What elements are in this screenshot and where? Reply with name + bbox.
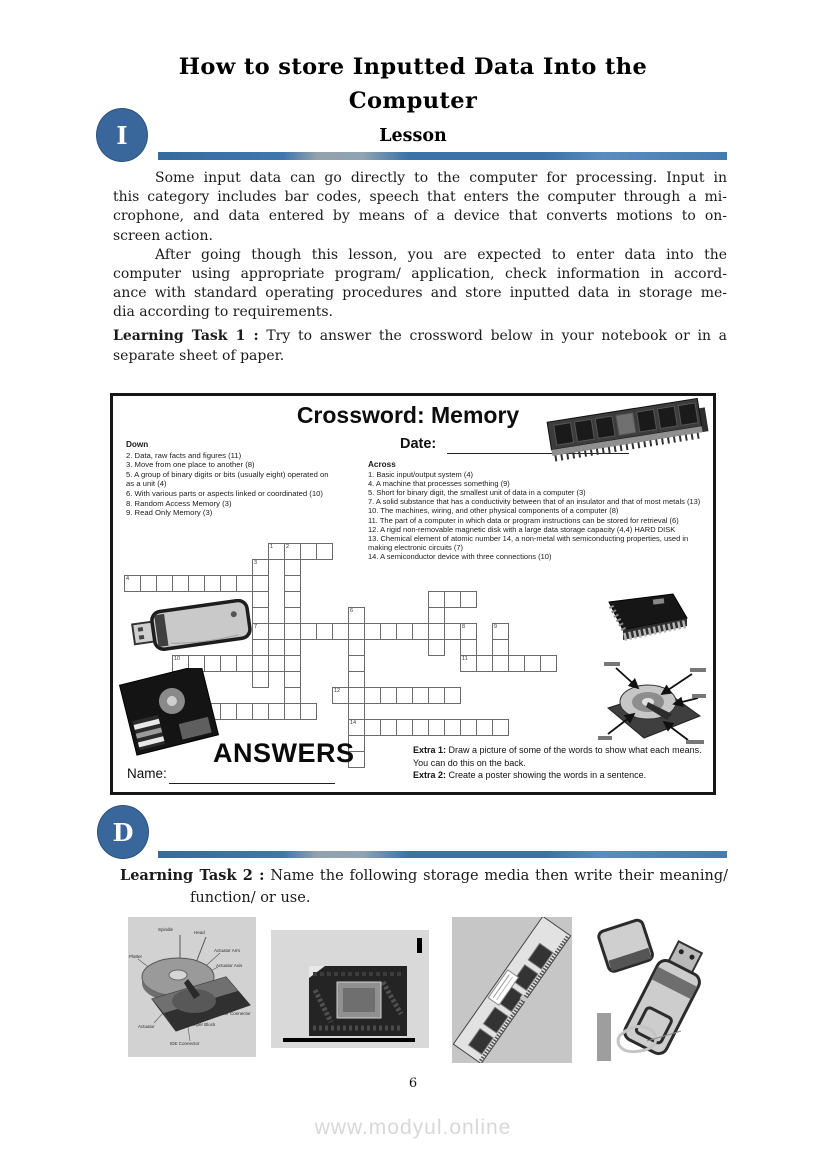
page-title-line2: Computer: [348, 88, 478, 114]
crossword-cell: [220, 575, 237, 592]
storage-media-image-hard-drive: [128, 917, 256, 1057]
extra-1-label: Extra 1:: [413, 745, 447, 755]
across-clue: 4. A machine that processes something (9): [368, 479, 510, 489]
crossword-cell: [284, 639, 301, 656]
crossword-cell: [460, 719, 477, 736]
crossword-cell: [284, 671, 301, 688]
hdd-label-jumper-block: Jumper Block: [188, 1022, 216, 1027]
crossword-cell: [508, 655, 525, 672]
extra-1: [413, 744, 707, 769]
crossword-cell: [476, 655, 493, 672]
crossword-cell: [428, 687, 445, 704]
crossword-cell: [172, 575, 189, 592]
crossword-cell: [236, 655, 253, 672]
crossword-cell: [284, 623, 301, 640]
down-clue: 5. A group of binary digits or bits (usually eight) operated on as a unit (4): [126, 469, 329, 489]
storage-media-image-ram: [452, 917, 572, 1063]
crossword-cell-number: 10: [174, 656, 181, 662]
learning-task-2-text: Name the following storage media then write their meaning/: [264, 868, 728, 884]
crossword-cell: [428, 719, 445, 736]
across-clue: 7. A solid substance that has a conductivity between that of an insulator and that of most metals (13): [368, 497, 701, 507]
crossword-cell: [492, 639, 509, 656]
crossword-cell: [460, 591, 477, 608]
crossword-cell: [396, 719, 413, 736]
crossword-cell: [380, 623, 397, 640]
hard-disk-diagram-image: [596, 660, 708, 746]
crossword-cell: [284, 607, 301, 624]
crossword-cell: [348, 623, 365, 640]
paragraph-line: Some input data can go directly to the computer for processing. Input in: [155, 170, 727, 186]
extra-2: [413, 769, 707, 782]
crossword-cell-number: 11: [462, 656, 468, 662]
crossword-cell: [412, 623, 429, 640]
lesson-divider-bar: [158, 152, 727, 160]
across-heading: Across: [368, 460, 396, 469]
page-number: 6: [408, 1076, 418, 1091]
down-clue: 2. Data, raw facts and figures (11): [126, 450, 242, 460]
hdd-label-actuator-axis: Actuator Axis: [216, 963, 243, 968]
hdd-label-spindle: Spindle: [158, 927, 174, 932]
crossword-cell: [332, 687, 349, 704]
crossword-cell: [396, 623, 413, 640]
crossword-cell: [428, 639, 445, 656]
answers-label: ANSWERS: [213, 738, 355, 768]
crossword-cell: [476, 719, 493, 736]
page-title-line1: How to store Inputted Data Into the: [178, 54, 648, 80]
across-clue: 10. The machines, wiring, and other physical components of a computer (8): [368, 506, 619, 516]
crossword-cell: [444, 591, 461, 608]
crossword-cell: [412, 687, 429, 704]
learning-task-1-line2: separate sheet of paper.: [113, 347, 285, 364]
hdd-label-platter: Platter: [129, 954, 143, 959]
crossword-cell: [492, 719, 509, 736]
activity-divider-bar: [158, 851, 727, 858]
crossword-title: Crossword: Memory: [296, 402, 520, 428]
learning-task-2-line2: function/ or use.: [190, 890, 311, 906]
paragraph-line: dia according to requirements.: [113, 304, 334, 321]
learning-task-2-line1: [120, 866, 728, 887]
crossword-cell: [460, 639, 477, 656]
crossword-cell: [492, 655, 509, 672]
crossword-cell: [140, 575, 157, 592]
extra-instructions: [413, 744, 707, 782]
date-label: Date:: [400, 436, 437, 452]
crossword-cell: [348, 719, 365, 736]
crossword-cell-number: 2: [286, 544, 290, 550]
crossword-cell: [252, 671, 269, 688]
activity-badge-d: [97, 805, 149, 859]
crossword-cell: [348, 639, 365, 656]
crossword-cell: [236, 703, 253, 720]
crossword-cell: [252, 703, 269, 720]
usb-flash-drive-image: [131, 599, 256, 657]
crossword-cell: [268, 655, 285, 672]
lesson-paragraphs: [113, 169, 727, 323]
ram-photo-art: [452, 917, 572, 1063]
crossword-cell-number: 8: [462, 624, 466, 630]
crossword-cell: [364, 623, 381, 640]
paragraph-line: computer using appropriate program/ application, check information in accord-: [113, 266, 727, 283]
hdd-label-ide-connector: IDE Connector: [170, 1041, 200, 1046]
crossword-cell: [156, 575, 173, 592]
crossword-cell: [460, 623, 477, 640]
ic-chip-image: [591, 592, 691, 656]
crossword-cell: [444, 623, 461, 640]
crossword-cell: [396, 687, 413, 704]
name-label: Name:: [127, 766, 167, 781]
crossword-cell: [412, 719, 429, 736]
crossword-cell: [268, 543, 285, 560]
extra-1-text: Draw a picture of some of the words to show what each means. You can do this on the back.: [413, 745, 702, 768]
crossword-cell: [204, 575, 221, 592]
paragraph-line: After going though this lesson, you are expected to enter data into the: [155, 246, 727, 263]
crossword-cell: [268, 623, 285, 640]
crossword-cell: [380, 719, 397, 736]
crossword-cell: [268, 703, 285, 720]
crossword-cell-number: 9: [494, 624, 498, 630]
crossword-cell: [444, 687, 461, 704]
name-blank-line: [169, 783, 335, 784]
down-clue: 3. Move from one place to another (8): [126, 460, 255, 470]
crossword-cell-number: 1: [270, 544, 274, 550]
crossword-cell-number: 6: [350, 608, 354, 614]
extra-2-text: Create a poster showing the words in a sentence.: [446, 770, 647, 781]
learning-task-1-text: Try to answer the crossword below in your notebook or in a: [258, 328, 727, 344]
across-clue: 13. Chemical element of atomic number 14, a non-metal with semiconducting properties, used in making electronic circuits (7): [368, 533, 689, 552]
chip-photo-art: [271, 930, 429, 1048]
crossword-cell: [316, 543, 333, 560]
crossword-cell-number: 4: [126, 576, 130, 582]
crossword-cell: [284, 543, 301, 560]
crossword-cell: [428, 607, 445, 624]
hdd-label-actuator-arm: Actuator Arm: [214, 948, 241, 953]
across-clue: 11. The part of a computer in which data or program instructions can be stored for retrieval (6): [368, 515, 679, 525]
learning-task-2-label: Learning Task 2 :: [120, 867, 265, 884]
crossword-cell: [348, 671, 365, 688]
extra-2-label: Extra 2:: [413, 770, 447, 781]
crossword-cell-number: 12: [334, 688, 341, 694]
activity-badge-d-letter: D: [112, 817, 134, 847]
learning-task-1: [113, 327, 727, 366]
crossword-cell: [284, 655, 301, 672]
crossword-cell: [284, 591, 301, 608]
crossword-cell: [428, 591, 445, 608]
crossword-cell: [188, 575, 205, 592]
paragraph-line: this category includes bar codes, speech that enters the computer through a mi-: [113, 189, 727, 206]
crossword-cell: [540, 655, 557, 672]
crossword-worksheet: [110, 393, 716, 795]
crossword-cell: [348, 687, 365, 704]
across-clue: 5. Short for binary digit, the smallest unit of data in a computer (3): [368, 488, 586, 498]
crossword-cell: [252, 575, 269, 592]
learning-task-2: [120, 866, 728, 887]
crossword-cell: [332, 623, 349, 640]
down-heading: Down: [126, 440, 149, 449]
crossword-cell: [316, 623, 333, 640]
learning-task-1-label: Learning Task 1 :: [113, 328, 259, 344]
crossword-cell: [300, 623, 317, 640]
hard-drive-diagram-art: [128, 917, 256, 1057]
crossword-cell: [284, 703, 301, 720]
crossword-cell: [252, 559, 269, 576]
storage-media-image-chip: [271, 930, 429, 1048]
crossword-cell: [444, 719, 461, 736]
across-clue: 14. A semiconductor device with three connections (10): [368, 551, 552, 561]
paragraph-line: crophone, and data entered by means of a device that converts motions to on-: [113, 208, 727, 225]
crossword-cell: [524, 655, 541, 672]
crossword-cell: [460, 655, 477, 672]
crossword-cell: [364, 687, 381, 704]
down-clue: 6. With various parts or aspects linked or coordinated (10): [126, 488, 323, 498]
crossword-cell: [284, 575, 301, 592]
crossword-cell: [492, 623, 509, 640]
storage-media-image-usb: [593, 913, 708, 1063]
crossword-cell: [124, 575, 141, 592]
crossword-cell-number: 14: [350, 720, 357, 726]
across-clue: 12. A rigid non-removable magnetic disk with a large data storage capacity (4,4) HARD DISK: [368, 524, 676, 534]
crossword-cell-number: 3: [254, 560, 258, 566]
crossword-cell: [348, 655, 365, 672]
hdd-label-actuator: Actuator: [138, 1024, 155, 1029]
crossword-cell: [364, 719, 381, 736]
paragraph-line: ance with standard operating procedures and store inputted data in storage me-: [113, 285, 727, 302]
ram-stick-image: [541, 398, 711, 464]
crossword-cell: [348, 703, 365, 720]
crossword-cell: [284, 687, 301, 704]
down-clue: 8. Random Access Memory (3): [126, 498, 232, 508]
lesson-badge-i-letter: I: [116, 120, 128, 150]
crossword-cell: [300, 543, 317, 560]
crossword-cell: [236, 575, 253, 592]
paragraph-line: screen action.: [113, 227, 213, 244]
crossword-cell: [300, 703, 317, 720]
crossword-cell: [284, 559, 301, 576]
crossword-cell-number: 7: [254, 624, 258, 630]
usb-photo-art: [593, 913, 708, 1063]
crossword-cell: [428, 623, 445, 640]
hdd-label-power-connector: Power Connector: [216, 1011, 251, 1016]
watermark: www.modyul.online: [314, 1116, 512, 1139]
down-clues: [126, 440, 336, 518]
hdd-label-head: Head: [194, 930, 205, 935]
learning-task-1-line1: [113, 327, 727, 347]
lesson-heading: Lesson: [379, 126, 447, 146]
crossword-cell: [348, 607, 365, 624]
crossword-cell: [380, 687, 397, 704]
floppy-disk-image: [117, 668, 225, 756]
down-clue: 9. Read Only Memory (3): [126, 508, 213, 518]
crossword-cell: [252, 655, 269, 672]
across-clue: 1. Basic input/output system (4): [368, 470, 474, 480]
